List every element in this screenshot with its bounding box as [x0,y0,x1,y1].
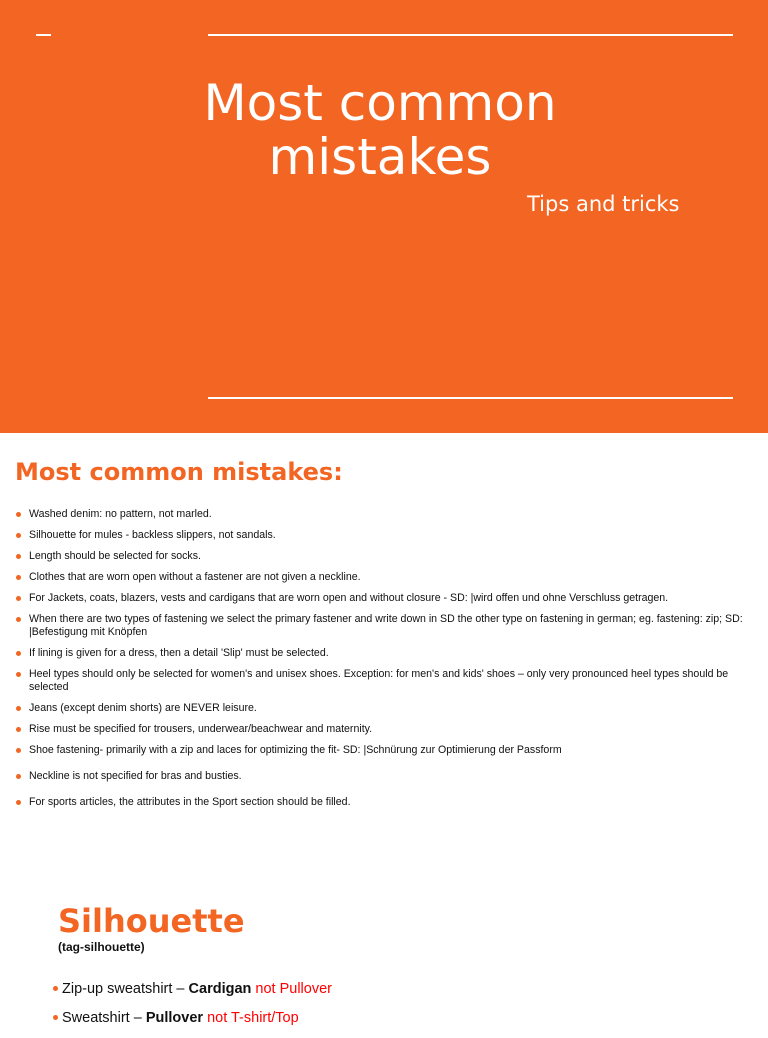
list-item: Clothes that are worn open without a fastener are not given a neckline. [15,571,755,584]
item-text: Sweatshirt – [62,1010,146,1026]
list-item: Washed denim: no pattern, not marled. [15,508,755,521]
list-item: If lining is given for a dress, then a detail 'Slip' must be selected. [15,647,755,660]
correct-value: Pullover [145,1010,204,1026]
correct-value: Cardigan [188,981,252,997]
mistakes-list [15,508,755,809]
list-item [52,1009,332,1027]
list-item: Neckline is not specified for bras and busties. [15,770,755,783]
silhouette-list [52,980,332,1038]
mistakes-heading: Most common mistakes: [15,458,343,486]
silhouette-tag: (tag-silhouette) [58,940,145,954]
wrong-value: not Pullover [251,981,332,997]
list-item: Rise must be specified for trousers, underwear/beachwear and maternity. [15,723,755,736]
list-item: Shoe fastening- primarily with a zip and laces for optimizing the fit- SD: |Schnürung zur Optimierung der Passform [15,744,755,757]
silhouette-heading: Silhouette [58,902,245,940]
list-item: Silhouette for mules - backless slippers, not sandals. [15,529,755,542]
title-slide [0,0,768,433]
list-item: For sports articles, the attributes in the Sport section should be filled. [15,796,755,809]
list-item [52,980,332,998]
list-item: When there are two types of fastening we select the primary fastener and write down in SD the other type on fastening in german; eg. fastening: zip; SD: |Befestigung mit Knöpfen [15,613,755,639]
slide-title: Most common mistakes [203,74,557,186]
slide-subtitle: Tips and tricks [527,192,680,216]
wrong-value: not T-shirt/Top [203,1010,299,1026]
list-item: Length should be selected for socks. [15,550,755,563]
item-text: Zip-up sweatshirt – [62,981,189,997]
list-item: Jeans (except denim shorts) are NEVER leisure. [15,702,755,715]
list-item: Heel types should only be selected for women's and unisex shoes. Exception: for men's and kids' shoes – only very pronounced heel types should be selected [15,668,755,694]
list-item: For Jackets, coats, blazers, vests and cardigans that are worn open and without closure - SD: |wird offen und ohne Verschluss getragen. [15,592,755,605]
bottom-divider [208,397,733,399]
top-divider [208,34,733,36]
short-divider [36,34,51,36]
